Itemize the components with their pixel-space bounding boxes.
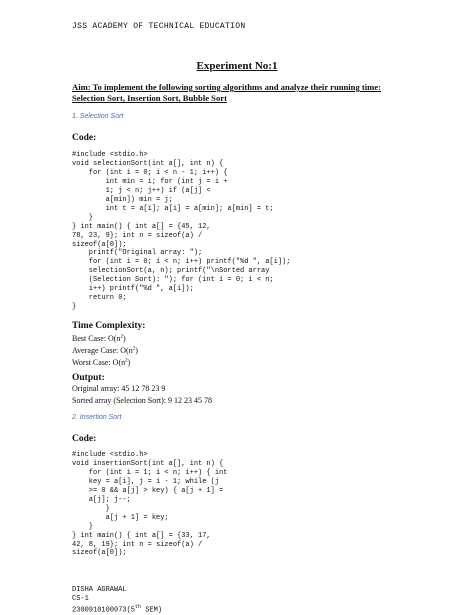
code-line: a[j]; j--; <box>72 495 131 504</box>
selection-sort-code-block <box>72 151 290 312</box>
code-line: i++) printf("%d ", a[i]); <box>72 285 194 294</box>
code-line: selectionSort(a, n); printf("\nSorted array <box>72 267 270 276</box>
output-original-array: Original array: 45 12 78 23 9 <box>72 384 166 393</box>
student-class: CS-1 <box>72 594 89 603</box>
code-line: sizeof(a[0]); <box>72 549 127 558</box>
code-line: } int main() { int a[] = {45, 12, <box>72 222 211 231</box>
code-line: void selectionSort(int a[], int n) { <box>72 159 224 168</box>
code-line: for (int i = 1; i < n; i++) { int <box>72 468 228 477</box>
aim-line-2: Selection Sort, Insertion Sort, Bubble Sort <box>72 93 227 103</box>
worst-case-line: Worst Case: $O(n^2)$ <box>72 358 131 367</box>
code-line: } <box>72 213 94 222</box>
code-line: 78, 23, 9}; int n = sizeof(a) / <box>72 231 203 240</box>
experiment-title: Experiment No:1 <box>196 60 278 72</box>
insertion-code-heading: Code: <box>72 434 97 444</box>
code-line: a[j + 1] = key; <box>72 513 169 522</box>
code-line: } <box>72 303 77 312</box>
aim-statement <box>72 82 412 104</box>
code-line: >= 0 && a[j] > key) { a[j + 1] = <box>72 486 224 495</box>
best-case-line: Best Case: $O(n^2)$ <box>72 334 126 343</box>
code-line: printf("Original array: "); <box>72 249 203 258</box>
section-link-selection-sort[interactable]: 1. Selection Sort <box>72 113 124 120</box>
section-link-insertion-sort[interactable]: 2. Insertion Sort <box>72 414 122 421</box>
code-line: } int main() { int a[] = {33, 17, <box>72 531 211 540</box>
code-line: for (int i = 0; i < n; i++) printf("%d ", a[i]); <box>72 258 291 267</box>
code-line: void insertionSort(int a[], int n) { <box>72 459 224 468</box>
student-footer <box>72 586 162 615</box>
average-case-line: Average Case: $O(n^2)$ <box>72 346 138 355</box>
code-line: sizeof(a[0]); <box>72 240 127 249</box>
code-line: for (int i = 0; i < n - 1; i++) { <box>72 168 228 177</box>
code-line: 1; j < n; j++) if (a[j] < <box>72 186 211 195</box>
code-line: #include <stdio.h> <box>72 151 148 159</box>
selection-code-heading: Code: <box>72 133 97 143</box>
time-complexity-heading: Time Complexity: <box>72 321 146 331</box>
student-roll-semester: 2300910100073(5th SEM) <box>72 604 163 615</box>
code-line: key = a[i], j = i - 1; while (j <box>72 477 220 486</box>
insertion-sort-code-block <box>72 451 227 558</box>
student-name: DISHA AGRAWAL <box>72 586 127 594</box>
code-line: (Selection Sort): "); for (int i = 0; i < n; <box>72 276 274 285</box>
output-heading: Output: <box>72 373 105 383</box>
code-line: #include <stdio.h> <box>72 451 148 459</box>
institution-header: JSS ACADEMY OF TECHNICAL EDUCATION <box>72 22 246 31</box>
code-line: int min = i; for (int j = i + <box>72 177 228 186</box>
code-line: return 0; <box>72 294 127 303</box>
code-line: a[min]) min = j; <box>72 195 173 204</box>
code-line: 42, 8, 19}; int n = sizeof(a) / <box>72 540 203 549</box>
output-sorted-array: Sorted array (Selection Sort): 9 12 23 45 78 <box>72 396 212 405</box>
code-line: } <box>72 522 94 531</box>
aim-line-1: Aim: To implement the following sorting algorithms and analyze their running time: <box>72 82 381 92</box>
code-line: } <box>72 504 110 513</box>
code-line: int t = a[i]; a[i] = a[min]; a[min] = t; <box>72 204 274 213</box>
